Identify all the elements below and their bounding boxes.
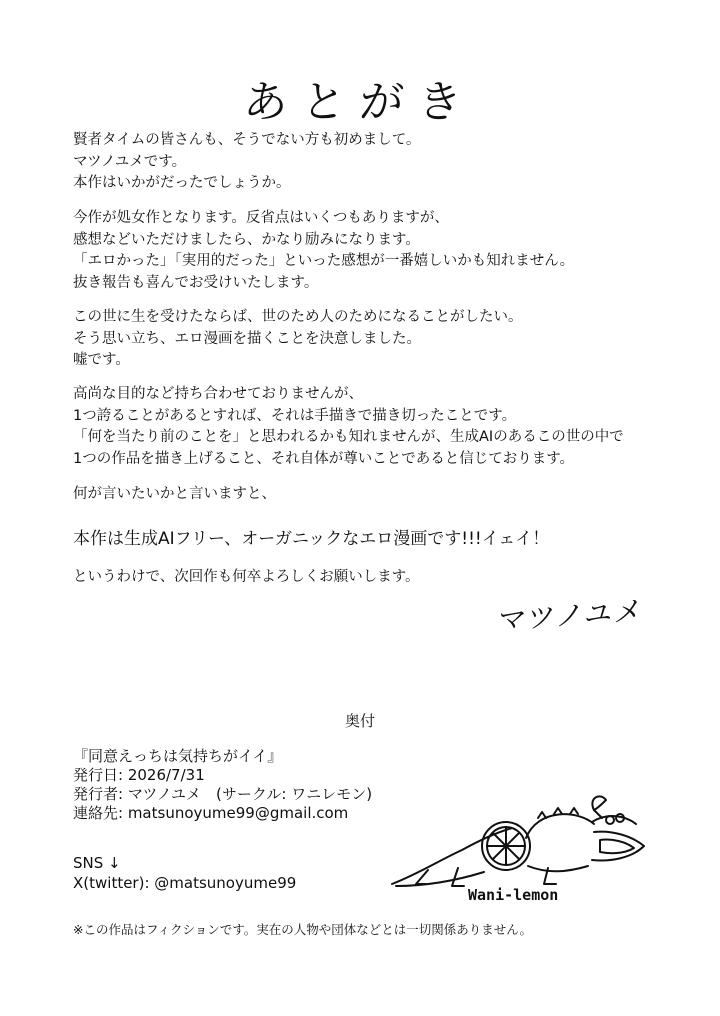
text-line: 本作はいかがだったでしょうか。 <box>73 175 291 191</box>
afterword-paragraph-4 <box>73 384 624 470</box>
text-line: この世に生を受けたならば、世のため人のためになることがしたい。 <box>73 309 523 325</box>
text-line: 1つの作品を描き上げること、それ自体が尊いことであると信じております。 <box>73 450 575 467</box>
text-line: そう思い立ち、エロ漫画を描くことを決意しました。 <box>73 330 421 347</box>
author-signature: マツノユメ <box>496 593 647 638</box>
logo-text: Wani-lemon <box>468 886 559 904</box>
contact-email: 連絡先: matsunoyume99@gmail.com <box>73 804 349 822</box>
afterword-paragraph-1 <box>73 130 420 195</box>
closing-line <box>73 567 420 589</box>
emphasis-line: 本作は生成AIフリー、オーガニックなエロ漫画です!!!イェイ！ <box>73 529 550 549</box>
work-title: 『同意えっちは気持ちがイイ』 <box>73 747 283 765</box>
afterword-title: あとがき <box>241 77 478 128</box>
issue-date: 発行日: 2026/7/31 <box>73 766 205 784</box>
afterword-paragraph-5 <box>73 484 276 506</box>
sns-section <box>73 853 296 893</box>
text-line: というわけで、次回作も何卒よろしくお願いします。 <box>73 569 420 585</box>
text-line: 賢者タイムの皆さんも、そうでない方も初めまして。 <box>73 132 421 148</box>
colophon-heading: 奥付 <box>344 712 375 730</box>
text-line: 高尚な目的など持ち合わせておりませんが、 <box>73 386 363 402</box>
publisher: 発行者: マツノユメ (サークル: ワニレモン) <box>73 785 373 803</box>
text-line: 抜き報告も喜んでお受けいたします。 <box>73 274 319 291</box>
twitter-handle: X(twitter): @matsunoyume99 <box>73 874 297 892</box>
text-line: 1つ誇ることがあるとすれば、それは手描きで描き切ったことです。 <box>73 407 517 424</box>
wani-lemon-logo <box>388 788 658 908</box>
text-line: 「エロかった」「実用的だった」といった感想が一番嬉しいかも知れません。 <box>73 253 575 269</box>
sns-label: SNS ↓ <box>73 854 121 872</box>
text-line: マツノユメです。 <box>73 153 187 170</box>
colophon-details <box>73 747 372 823</box>
fiction-disclaimer: ※この作品はフィクションです。実在の人物や団体などとは一切関係ありません。 <box>73 922 532 937</box>
afterword-paragraph-3 <box>73 307 523 372</box>
text-line: 感想などいただけましたら、かなり励みになります。 <box>73 231 420 248</box>
text-line: 今作が処女作となります。反省点はいくつもありますが、 <box>73 210 449 226</box>
text-line: 「何を当たり前のことを」と思われるかも知れませんが、生成AIのあるこの世の中で <box>73 429 624 445</box>
afterword-paragraph-2 <box>73 208 574 294</box>
text-line: 何が言いたいかと言いますと、 <box>73 486 276 502</box>
text-line: 嘘です。 <box>73 352 130 368</box>
